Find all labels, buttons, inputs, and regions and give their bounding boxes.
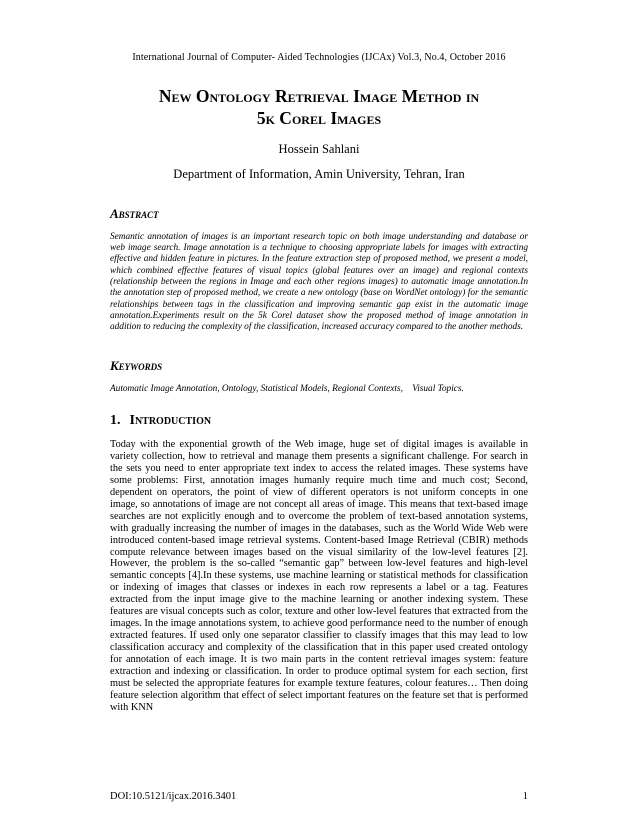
paper-title-line-1: New Ontology Retrieval Image Method in [158,86,480,106]
section-title: Introduction [129,413,212,429]
abstract-heading: Abstract [110,205,159,221]
keywords-heading: Keywords [110,357,163,373]
section-heading-introduction [110,413,528,429]
paper-title-line-2: 5k Corel Images [256,108,382,129]
page-footer [110,791,528,802]
author-name: Hossein Sahlani [278,141,360,156]
doi-text: DOI:10.5121/ijcax.2016.3401 [110,791,237,802]
section-number: 1. [110,413,121,429]
page-number: 1 [522,791,528,802]
keywords-text: Automatic Image Annotation, Ontology, Statistical Models, Regional Contexts, Visual Topics. [110,383,464,394]
introduction-text: Today with the exponential growth of the Web image, huge set of digital images is available in variety collection, how to retrieval and manage them presents a significant challenge. For search in the sets you need to enter appropriate text index to access the related images. These systems have some problems: First, annotation images humanly require much time and much cost; Second, dependent on operators, the point of view of different operators is not uniform concepts in one image, so annotations of image are not concept all areas of image. This means that text-based image searches are not explicitly enough and to overcome the problem of text-based annotation systems, with gradually increasing the number of images in the databases, such as the World Wide Web were introduced content-based image retrieval systems. Content-based Image Retrieval (CBIR) methods compute relevance between images based on the visual similarity of the low-level features [2]. However, the problem is the so-called “semantic gap” between low-level features and high-level semantic concepts [4].In these systems, use machine learning or statistical methods for classification or indexing of images that classes or indexes in each row represents a label or a tag. Features extracted from the input image give to the machine learning or another indexing system. These features are visual concepts such as color, texture and other low-level features that extracted from the images. In the image annotations system, to achieve good performance need to the number of enough extracted features. If used only one separator classifier to classify images that this may lead to low classification accuracy and complexity of the classification that in this paper used created ontology for annotation of each image. It is two main parts in the content retrieval images system: feature extraction and indexing or classification. In order to produce optimal system for each section, first must be selected the appropriate features for example texture features, colour features… Then doing feature selection algorithm that effect of select important features on the feature set that is performed with KNN [110,439,528,713]
abstract-text: Semantic annotation of images is an important research topic on both image understanding and database or web image search. Image annotation is a technique to choosing appropriate labels for images with extracting effective and hidden feature in pictures. In the feature extraction step of proposed method, we present a model, which combined effective features of visual topics (global features over an image) and regional contexts (relationship between the regions in Image and each other regions images) to automatic image annotation.In the annotation step of proposed method, we create a new ontology (base on WordNet ontology) for the semantic relationships between tags in the classification and improving semantic gap exist in the automatic image annotation.Experiments result on the 5k Corel dataset show the proposed method of image annotation in addition to reducing the complexity of the classification, increased accuracy compared to the another methods. [110,231,528,333]
author-affiliation: Department of Information, Amin University, Tehran, Iran [173,166,465,181]
journal-header: International Journal of Computer- Aided Technologies (IJCAx) Vol.3, No.4, October 2016 [132,52,506,63]
paper-title [110,85,528,130]
